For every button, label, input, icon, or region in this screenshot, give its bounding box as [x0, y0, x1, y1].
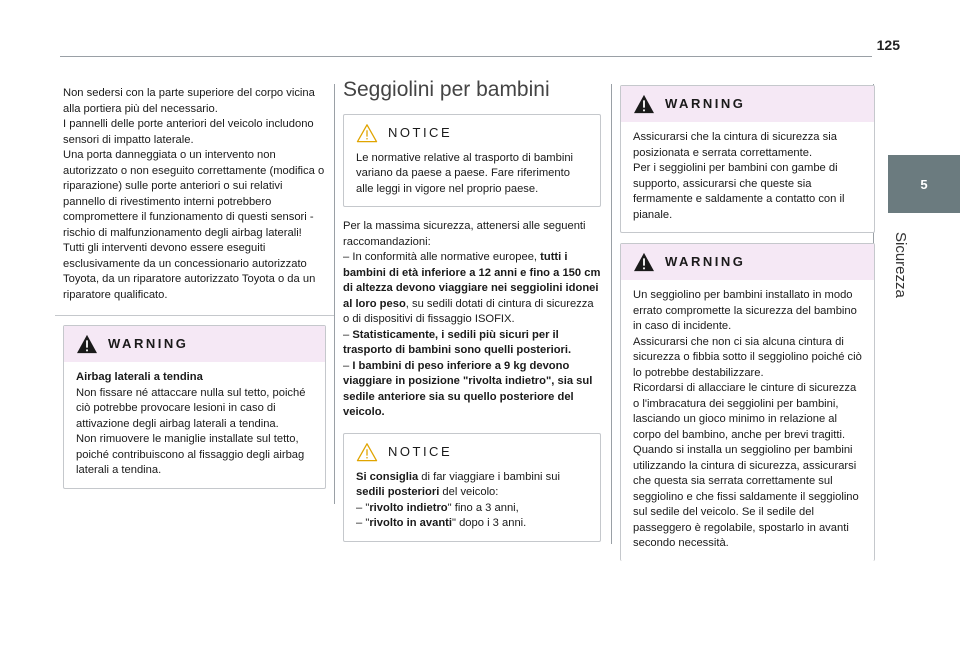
warning-triangle-filled-icon [633, 252, 655, 272]
notice-title: NOTICE [388, 124, 453, 140]
paragraph: Un seggiolino per bambini installato in modo errato compromette la sicurezza del bambino in caso di incidente. [633, 289, 857, 332]
warning-triangle-filled-icon [633, 94, 655, 114]
paragraph: Non rimuovere le maniglie installate sul tetto, poiché contribuiscono al fissaggio degli airbag laterali a tendina. [76, 433, 305, 476]
column-2 [343, 78, 601, 542]
notice-header [356, 442, 589, 462]
column-rule [611, 84, 612, 544]
section-title: Seggiolini per bambini [343, 78, 550, 101]
warning-triangle-outline-icon [356, 123, 378, 143]
chapter-label-text: Sicurezza [892, 232, 909, 298]
paragraph: Per la massima sicurezza, attenersi alle seguenti raccomandazioni: [343, 220, 586, 248]
paragraph: I pannelli delle porte anteriori del veicolo includono sensori di impatto laterale. [63, 118, 314, 146]
warning-header [64, 326, 325, 362]
warning-title: WARNING [665, 96, 746, 112]
paragraph: Non fissare né attaccare nulla sul tetto, poiché ciò potrebbe provocare lesioni in caso di attivazione degli airbag laterali a tendina. [76, 386, 306, 430]
list-item: – "rivolto indietro" fino a 3 anni, [356, 501, 519, 514]
column-3 [620, 85, 875, 561]
paragraph: Quando si installa un seggiolino per bambini utilizzando la cintura di sicurezza, assicurarsi che questa sia serrata correttamente sul seggiolino e che fissi saldamente il seggiolino sul sedile del veicolo. Se il sedile del passeggero è regolabile, spostarlo in avanti secondo necessità. [633, 444, 859, 549]
notice-header [356, 123, 589, 143]
chapter-tab[interactable] [888, 155, 960, 213]
paragraph: Ricordarsi di allacciare le cinture di sicurezza o l'imbracatura dei seggiolini per bambini, lasciando un gioco minimo in relazione al corpo del bambino, anche per brevi tragitti. [633, 382, 857, 441]
warning-box-curtain-airbag [63, 325, 326, 489]
warning-box-installation [620, 243, 875, 561]
paragraph: Una porta danneggiata o un intervento non autorizzato o non eseguito correttamente (modifica o riparazione) sulle porte anteriori o sui relativi pannello di rivestimento interni potrebbero compromettere il funzionamento di questi sensori - rischio di malfunzionamento degli airbag laterali! [63, 149, 325, 239]
warning-header [621, 86, 874, 122]
warning-heading: Airbag laterali a tendina [76, 371, 203, 383]
chapter-number: 5 [920, 176, 928, 192]
warning-box-belt-position [620, 85, 875, 233]
notice-box-regulations [343, 114, 601, 208]
header-rule [60, 56, 872, 57]
chapter-label [890, 232, 910, 312]
divider [55, 315, 334, 316]
paragraph: Tutti gli interventi devono essere eseguiti esclusivamente da un concessionario autorizzato Toyota, da un riparatore autorizzato Toyota o da un riparatore qualificato. [63, 242, 316, 301]
notice-title: NOTICE [388, 443, 453, 459]
recommendations [343, 219, 601, 421]
notice-text: Si consiglia di far viaggiare i bambini sui sedili posteriori del veicolo: [356, 470, 560, 498]
warning-triangle-outline-icon [356, 442, 378, 462]
list-item: – Statisticamente, i sedili più sicuri per il trasporto di bambini sono quelli posteriori. [343, 328, 572, 356]
paragraph: Per i seggiolini per bambini con gambe di supporto, assicurarsi che queste sia fermamente e saldamente a contatto con il pianale. [633, 162, 845, 221]
notice-box-rear-seats [343, 433, 601, 542]
column-rule [334, 84, 335, 504]
column-1 [63, 78, 326, 489]
paragraph: Assicurarsi che la cintura di sicurezza sia posizionata e serrata correttamente. [633, 131, 837, 159]
warning-triangle-filled-icon [76, 334, 98, 354]
list-item: – In conformità alle normative europee, tutti i bambini di età inferiore a 12 anni e fino a 150 cm di altezza devono viaggiare nei seggiolini idonei al loro peso, su sedili dotati di cintura di sicurezza o di dispositivi di fissaggio ISOFIX. [343, 251, 601, 325]
list-item: – I bambini di peso inferiore a 9 kg devono viaggiare in posizione "rivolta indietro", sia sul sedile anteriore sia su quello posteriore del veicolo. [343, 359, 593, 418]
warning-header [621, 244, 874, 280]
warning-title: WARNING [108, 336, 189, 352]
paragraph: Non sedersi con la parte superiore del corpo vicina alla portiera più del necessario. [63, 87, 315, 115]
notice-text: Le normative relative al trasporto di bambini variano da paese a paese. Fare riferimento alle leggi in vigore nel proprio paese. [356, 151, 574, 195]
door-sensor-text [63, 78, 326, 303]
list-item: – "rivolto in avanti" dopo i 3 anni. [356, 517, 527, 529]
warning-title: WARNING [665, 254, 746, 270]
paragraph: Assicurarsi che non ci sia alcuna cintura di sicurezza o fibbia sotto il seggiolino poiché ciò lo potrebbe destabilizzare. [633, 335, 862, 379]
page-number: 125 [876, 37, 900, 53]
